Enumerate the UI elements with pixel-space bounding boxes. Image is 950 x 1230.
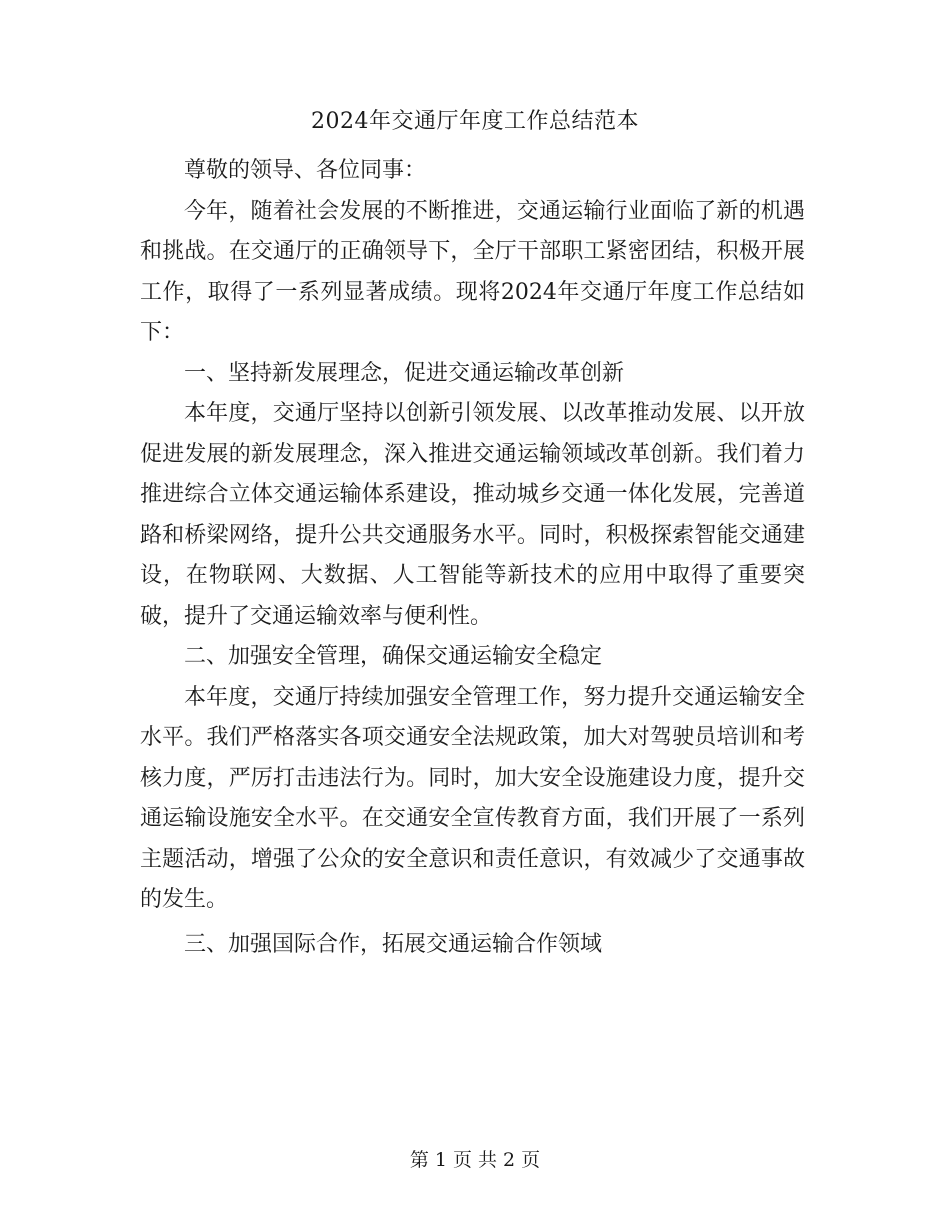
salutation: 尊敬的领导、各位同事： <box>184 158 427 183</box>
intro-paragraph: 今年，随着社会发展的不断推进，交通运输行业面临了新的机遇和挑战。在交通厅的正确领导下，全厅干部职工紧密团结，积极开展工作，取得了一系列显著成绩。现将2024年交通厅年度工作总结如下： <box>140 198 805 345</box>
section-heading-1: 一、坚持新发展理念，促进交通运输改革创新 <box>184 360 625 386</box>
section-paragraph-2: 本年度，交通厅持续加强安全管理工作，努力提升交通运输安全水平。我们严格落实各项交通安全法规政策，加大对驾驶员培训和考核力度，严厉打击违法行为。同时，加大安全设施建设力度，提升交通运输设施安全水平。在交通安全宣传教育方面，我们开展了一系列主题活动，增强了公众的安全意识和责任意识，有效减少了交通事故的发生。 <box>140 684 805 912</box>
section-paragraph-1: 本年度，交通厅坚持以创新引领发展、以改革推动发展、以开放促进发展的新发展理念，深入推进交通运输领域改革创新。我们着力推进综合立体交通运输体系建设，推动城乡交通一体化发展，完善道路和桥梁网络，提升公共交通服务水平。同时，积极探索智能交通建设，在物联网、大数据、人工智能等新技术的应用中取得了重要突破，提升了交通运输效率与便利性。 <box>140 401 805 629</box>
page-footer: 第 1 页 共 2 页 <box>409 1149 541 1171</box>
section-heading-3: 三、加强国际合作，拓展交通运输合作领域 <box>184 931 603 957</box>
section-heading-2: 二、加强安全管理，确保交通运输安全稳定 <box>184 644 603 669</box>
document-body <box>140 151 805 965</box>
document-title: 2024年交通厅年度工作总结范本 <box>311 109 639 134</box>
